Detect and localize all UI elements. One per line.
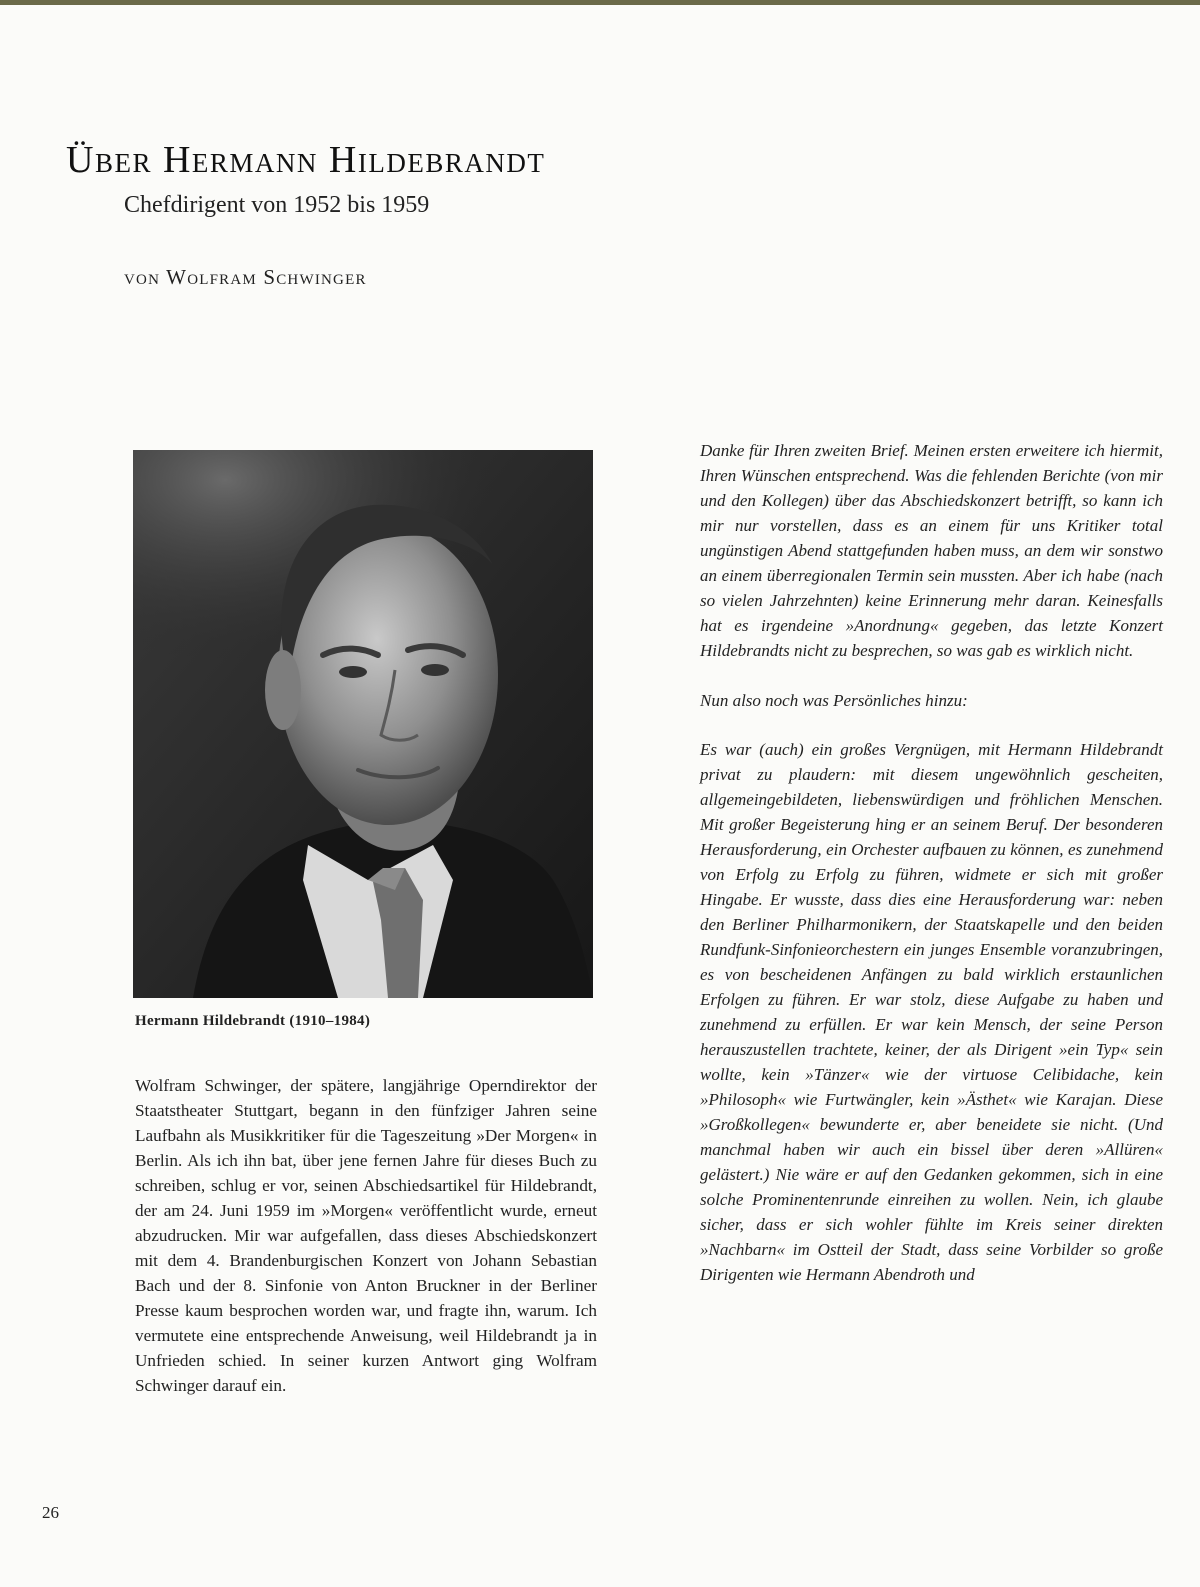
top-border-rule	[0, 0, 1200, 5]
letter-paragraph: Nun also noch was Persönliches hinzu:	[700, 691, 968, 710]
article-title: Über Hermann Hildebrandt	[66, 139, 546, 181]
page-number: 26	[42, 1503, 59, 1522]
letter-paragraph: Danke für Ihren zweiten Brief. Meinen ersten erweitere ich hiermit, Ihren Wünschen entsprechend. Was die fehlenden Berichte (von mir und den Kollegen) über das Abschiedskonzert betrifft, so kann ich mir nur vorstellen, dass es an einem für uns Kritiker total ungünstigen Abend stattgefunden haben muss, an dem wir sonstwo an einem überregionalen Termin sein mussten. Aber ich habe (nach so vielen Jahrzehnten) keine Erinnerung mehr daran. Keinesfalls hat es irgendeine »Anordnung« gegeben, das letzte Konzert Hildebrandts nicht zu besprechen, so was gab es wirklich nicht.	[700, 441, 1163, 660]
letter-column	[700, 438, 1163, 1287]
article-author: von Wolfram Schwinger	[124, 265, 367, 289]
article-subtitle: Chefdirigent von 1952 bis 1959	[124, 192, 430, 218]
portrait-photo	[133, 450, 593, 998]
intro-paragraph: Wolfram Schwinger, der spätere, langjährige Operndirektor der Staatstheater Stuttgart, begann in den fünfziger Jahren seine Laufbahn als Musikkritiker für die Tageszeitung »Der Morgen« in Berlin. Als ich ihn bat, über jene fernen Jahre für dieses Buch zu schreiben, schlug er vor, seinen Abschiedsartikel für Hildebrandt, der am 24. Juni 1959 im »Morgen« veröffentlicht wurde, erneut abzudrucken. Mir war aufgefallen, dass dieses Abschiedskonzert mit dem 4. Brandenburgischen Konzert von Johann Sebastian Bach und der 8. Sinfonie von Anton Bruckner in der Berliner Presse kaum besprochen worden war, und fragte ihn, warum. Ich vermutete eine entsprechende Anweisung, weil Hildebrandt ja in Unfrieden schied. In seiner kurzen Antwort ging Wolfram Schwinger darauf ein.	[135, 1076, 597, 1395]
photo-caption: Hermann Hildebrandt (1910–1984)	[135, 1013, 371, 1029]
letter-paragraph: Es war (auch) ein großes Vergnügen, mit Hermann Hildebrandt privat zu plaudern: mit diesem ungewöhnlich gescheiten, allgemeingebildeten, liebenswürdigen und fröhlichen Menschen. Mit großer Begeisterung hing er an seinem Beruf. Der besonderen Herausforderung, ein Orchester aufbauen zu können, es zunehmend von Erfolg zu Erfolg zu führen, widmete er sich mit großer Hingabe. Er wusste, dass dies eine Herausforderung war: neben den Berliner Philharmonikern, der Staatskapelle und den beiden Rundfunk-Sinfonieorchestern ein junges Ensemble voranzubringen, es von bescheidenen Anfängen zu bald wirklich erstaunlichen Erfolgen zu führen. Er war stolz, diese Aufgabe zu haben und zunehmend zu erfüllen. Er war kein Mensch, der seine Person herauszustellen trachtete, keiner, der als Dirigent »ein Typ« sein wollte, kein »Tänzer« wie der virtuose Celibidache, kein »Philosoph« wie Furtwängler, kein »Ästhet« wie Karajan. Diese »Großkollegen« bewunderte er, aber beneidete sie nicht. (Und manchmal haben wir auch ein bissel über deren »Allüren« gelästert.) Nie wäre er auf den Gedanken gekommen, sich in eine solche Prominentenrunde einreihen zu wollen. Nein, ich glaube sicher, dass er sich wohler fühlte im Kreis seiner direkten »Nachbarn« im Ostteil der Stadt, dass seine Vorbilder so große Dirigenten wie Hermann Abendroth und	[700, 740, 1163, 1284]
